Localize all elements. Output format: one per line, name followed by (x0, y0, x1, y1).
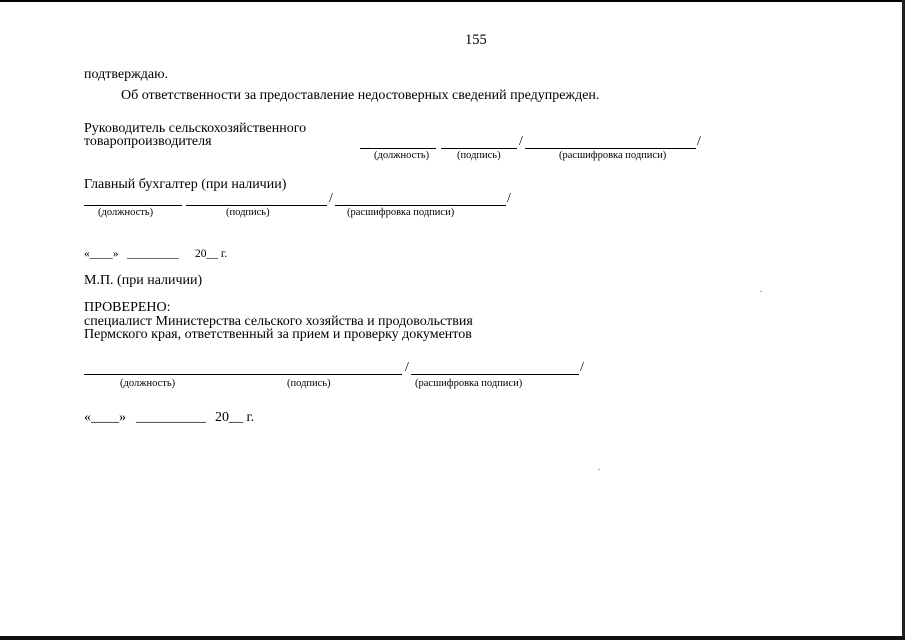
accountant-title: Главный бухгалтер (при наличии) (84, 177, 287, 192)
accountant-slash-left: / (329, 191, 333, 206)
intro-line-2: Об ответственности за предоставление недостоверных сведений предупрежден. (121, 88, 600, 103)
scan-speck (760, 291, 762, 292)
date2-month-blank: __________ (136, 410, 206, 425)
accountant-decoding-line (335, 205, 506, 206)
head-position-line (360, 148, 436, 149)
verified-label-decoding: (расшифровка подписи) (415, 378, 523, 389)
page-number: 155 (465, 32, 487, 48)
head-decoding-line (525, 148, 696, 149)
verified-slash-left: / (405, 360, 409, 375)
verified-label-position: (должность) (120, 378, 176, 389)
head-slash-left: / (519, 134, 523, 149)
date1-quote: «____» (84, 248, 119, 260)
head-label-position: (должность) (374, 150, 430, 161)
verified-decoding-line (411, 374, 579, 375)
accountant-label-position: (должность) (98, 207, 154, 218)
accountant-label-decoding: (расшифровка подписи) (347, 207, 455, 218)
head-title-line-1: Руководитель сельскохозяйственного (84, 121, 307, 136)
verified-line-2: Пермского края, ответственный за прием и проверку документов (84, 327, 472, 342)
head-label-decoding: (расшифровка подписи) (559, 150, 667, 161)
intro-line-1: подтверждаю. (84, 67, 169, 82)
date1-month-blank: _________ (127, 248, 179, 260)
verified-slash-right: / (580, 360, 584, 375)
verified-label-signature: (подпись) (287, 378, 331, 389)
scan-border-bottom (0, 636, 905, 640)
head-slash-right: / (697, 134, 701, 149)
verified-heading: ПРОВЕРЕНО: (84, 300, 171, 315)
verified-position-signature-line (84, 374, 402, 375)
head-title-line-2: товаропроизводителя (84, 134, 212, 149)
scan-speck (598, 469, 600, 470)
stamp-label: М.П. (при наличии) (84, 273, 203, 288)
date2-quote: «____» (84, 410, 126, 425)
accountant-label-signature: (подпись) (226, 207, 270, 218)
verified-line-1: специалист Министерства сельского хозяйства и продовольствия (84, 314, 473, 329)
date2-year: 20__ г. (215, 410, 255, 425)
scan-border-top (0, 0, 905, 2)
head-label-signature: (подпись) (457, 150, 501, 161)
accountant-slash-right: / (507, 191, 511, 206)
accountant-signature-line (186, 205, 327, 206)
date1-year: 20__ г. (195, 248, 228, 260)
head-signature-line (441, 148, 517, 149)
accountant-position-line (84, 205, 182, 206)
